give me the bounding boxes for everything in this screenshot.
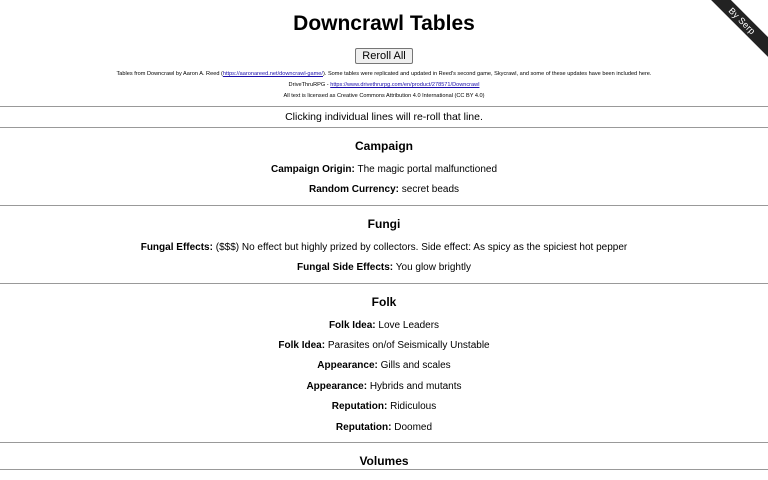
entry-label: Folk Idea: [278,340,326,352]
by-serp-link[interactable]: By Serp [702,0,768,61]
reroll-row [0,48,768,64]
downcrawl-game-link[interactable]: https://aaronareed.net/downcrawl-game/ [222,71,323,77]
credits-line-2 [0,80,768,91]
credits-prefix: Tables from Downcrawl by Aaron A. Reed ( [116,71,223,77]
drivethrurpg-link[interactable]: https://www.drivethrurpg.com/en/product/278571/Downcrawl [330,82,480,88]
table-entry[interactable] [0,397,768,417]
table-entry[interactable] [0,160,768,180]
instructions: Clicking individual lines will re-roll that line. [0,106,768,128]
section-volumes [0,443,768,470]
section-fungi [0,206,768,284]
section-title: Folk [371,294,397,309]
entry-value: Ridiculous [390,401,437,413]
credits-suffix: ). Some tables were replicated and updated in Reed's second game, Skycrawl, and some of these updates have been included here. [322,71,652,77]
credits [0,69,768,102]
entry-label: Campaign Origin: [270,164,355,175]
entry-value: Gills and scales [380,360,451,372]
table-entry[interactable] [0,377,768,397]
entry-label: Fungal Side Effects: [297,262,394,274]
section-title: Fungi [367,216,401,231]
entry-list [0,232,768,283]
entry-value: Parasites on/of Seismically Unstable [327,340,490,352]
table-entry[interactable] [0,238,768,258]
credits-line-1 [0,69,768,80]
table-entry[interactable] [0,418,768,438]
entry-value: The magic portal malfunctioned [357,164,498,175]
table-entry[interactable] [0,336,768,356]
section-folk [0,284,768,443]
entry-label: Fungal Effects: [140,241,213,253]
sections-container [0,128,768,470]
entry-value: Hybrids and mutants [369,380,462,392]
entry-value: ($$$) No effect but highly prized by collectors. Side effect: As spicy as the spiciest hot pepper [215,241,628,253]
corner-ribbon[interactable] [698,0,768,70]
table-entry[interactable] [0,316,768,336]
table-entry[interactable] [0,258,768,278]
reroll-all-button[interactable]: Reroll All [355,48,412,64]
table-entry[interactable] [0,180,768,200]
section-title: Campaign [354,139,413,153]
license-text: All text is licensed as Creative Commons Attribution 4.0 International (CC BY 4.0) [283,93,485,99]
entry-label: Folk Idea: [328,319,376,331]
entry-list [0,154,768,205]
entry-label: Reputation: [331,401,388,413]
entry-label: Appearance: [317,360,378,372]
entry-value: Love Leaders [378,319,440,331]
entry-label: Appearance: [306,380,368,392]
entry-label: Reputation: [335,421,392,433]
section-title: Volumes [359,454,409,469]
entry-list [0,310,768,442]
page-title: Downcrawl Tables [293,12,475,35]
entry-value: Doomed [394,421,433,433]
entry-value: You glow brightly [395,262,471,274]
table-entry[interactable] [0,356,768,376]
drivethru-prefix: DriveThruRPG - [288,82,331,88]
entry-label: Random Currency: [308,184,399,196]
entry-value: secret beads [401,184,460,196]
section-campaign [0,128,768,206]
